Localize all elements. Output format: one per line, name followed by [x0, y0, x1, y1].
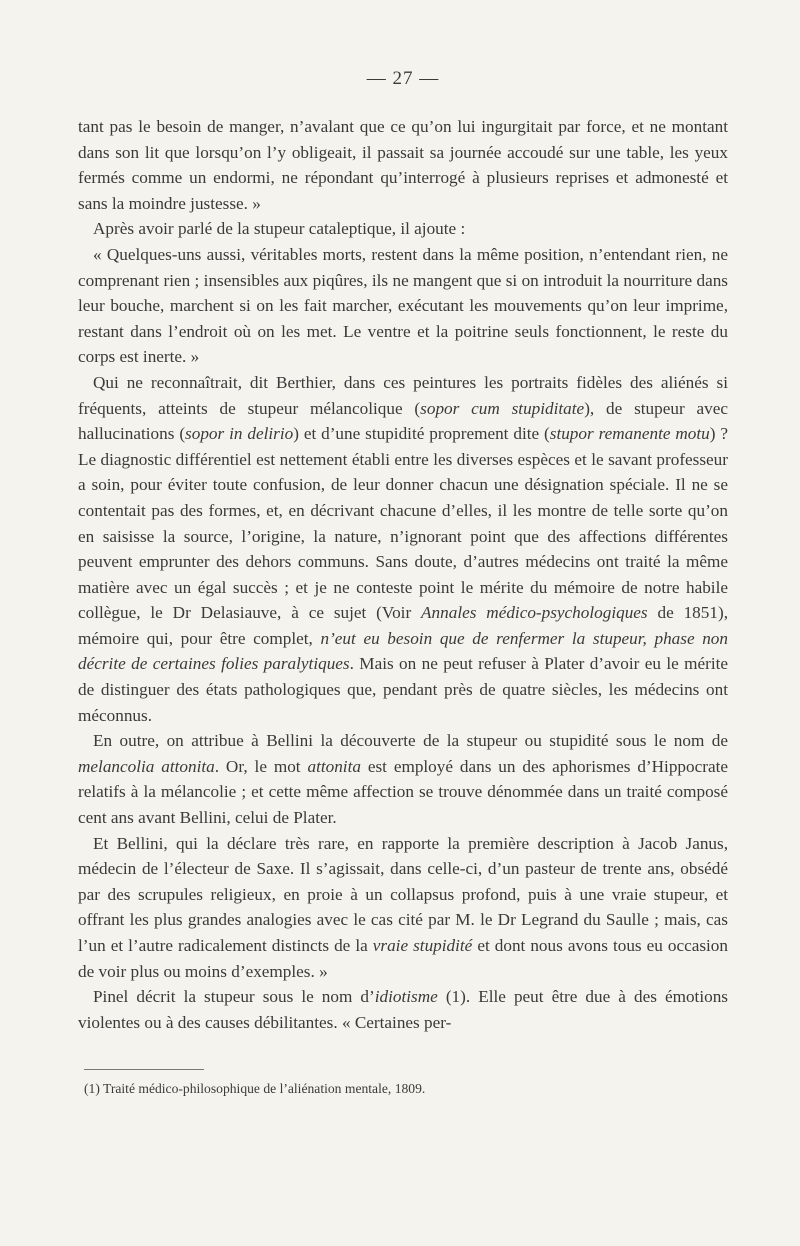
italic-latin-term: sopor cum stupiditate [420, 398, 585, 418]
italic-quote: n’eut eu besoin que de renfermer la stupeur, phase non décrite de certaines folies paralytiques [78, 628, 728, 674]
text-run: Et Bellini, qui la déclare très rare, en rapporte la première description à Jacob Janus, médecin de l’électeur de Saxe. Il s’agissait, dans celle-ci, d’un pasteur de trente ans, obsédé par des scrupules religieux, en proie à un collapsus profond, puis à une vraie stupeur, et offrant les plus grandes analogies avec le cas cité par M. le Dr Legrand du Saulle ; mais, cas l’un et l’autre radicalement distincts de la [78, 833, 728, 955]
italic-term: idiotisme [374, 987, 438, 1007]
paragraph-4 [78, 370, 728, 728]
paragraph-3: « Quelques-uns aussi, véritables morts, restent dans la même position, n’entendant rien, ne comprenant rien ; insensibles aux piqûres, ils ne mangent que si on introduit la nourriture dans leur bouche, marchent si on les fait marcher, exécutant les mouvements qu’on leur imprime, restant dans l’endroit où on les met. Le ventre et la poitrine seuls fonctionnent, le reste du corps est inerte. » [78, 244, 728, 367]
italic-journal-title: Annales médico-psychologiques [421, 603, 648, 623]
text-run: ) et d’une stupidité proprement dite ( [293, 424, 550, 444]
text-run: et dont nous avons tous eu occasion de voir plus ou moins d’exemples. » [78, 936, 728, 981]
text-run: . Or, le mot [214, 756, 308, 776]
paragraph-7 [78, 984, 728, 1035]
italic-latin-term: melancolia attonita [78, 756, 215, 776]
page-number: — 27 — [366, 68, 440, 89]
text-run: Qui ne reconnaîtrait, dit Berthier, dans ces peintures les portraits fidèles des aliénés si fréquents, atteints de stupeur mélancolique ( [78, 372, 728, 418]
text-run: . Mais on ne peut refuser à Plater d’avoir eu le mérite de distinguer des états pathologiques que, pendant près de quatre siècles, les médecins ont méconnus. [78, 654, 728, 725]
footnote-divider [84, 1069, 204, 1070]
italic-latin-term: stupor remanente motu [549, 424, 710, 444]
italic-term: vraie stupidité [372, 936, 473, 955]
footnote: (1) Traité médico-philosophique de l’aliénation mentale, 1809. [84, 1081, 426, 1097]
italic-latin-term: attonita [307, 756, 361, 776]
body-text [78, 114, 728, 1035]
italic-latin-term: sopor in delirio [185, 424, 294, 444]
paragraph-1: tant pas le besoin de manger, n’avalant que ce qu’on lui ingurgitait par force, et ne montant dans son lit que lorsqu’on l’y obligeait, il passait sa journée accoudé sur une table, les yeux fermés comme un endormi, ne répondant qu’interrogé à plusieurs reprises et admonesté et sans la moindre justesse. » [78, 117, 728, 213]
text-run: ), de stupeur avec hallucinations ( [78, 398, 728, 444]
page [78, 60, 728, 1098]
text-run: (1). Elle peut être due à des émotions violentes ou à des causes débilitantes. « Certaines per- [78, 987, 728, 1032]
paragraph-2: Après avoir parlé de la stupeur cataleptique, il ajoute : [93, 219, 466, 239]
text-run: est employé dans un des aphorismes d’Hippocrate relatifs à la mélancolie ; et cette même affection se trouve dénommée dans un traité composé cent ans avant Bellini, celui de Plater. [78, 756, 728, 828]
text-run: En outre, on attribue à Bellini la découverte de la stupeur ou stupidité sous le nom de [93, 731, 728, 751]
text-run: ) ? Le diagnostic différentiel est nettement établi entre les diverses espèces et le savant professeur a soin, pour éviter toute confusion, de leur donner chacun une désignation spéciale. Il ne se contentait pas des formes, et, en décrivant chacune d’elles, il les montre de telle sorte qu’on en saisisse la source, l’origine, la nature, n’ignorant point que des affections différentes peuvent emprunter des dehors communs. Sans doute, d’autres médecins ont traité la même matière avec un égal succès ; et je ne conteste point le mérite du mémoire de notre habile collègue, le Dr Delasiauve, à ce sujet (Voir [78, 424, 729, 623]
text-run: Pinel décrit la stupeur sous le nom d’ [93, 987, 375, 1007]
paragraph-5 [78, 728, 728, 830]
text-run: de 1851), mémoire qui, pour être complet, [78, 603, 728, 648]
paragraph-6 [78, 831, 728, 985]
